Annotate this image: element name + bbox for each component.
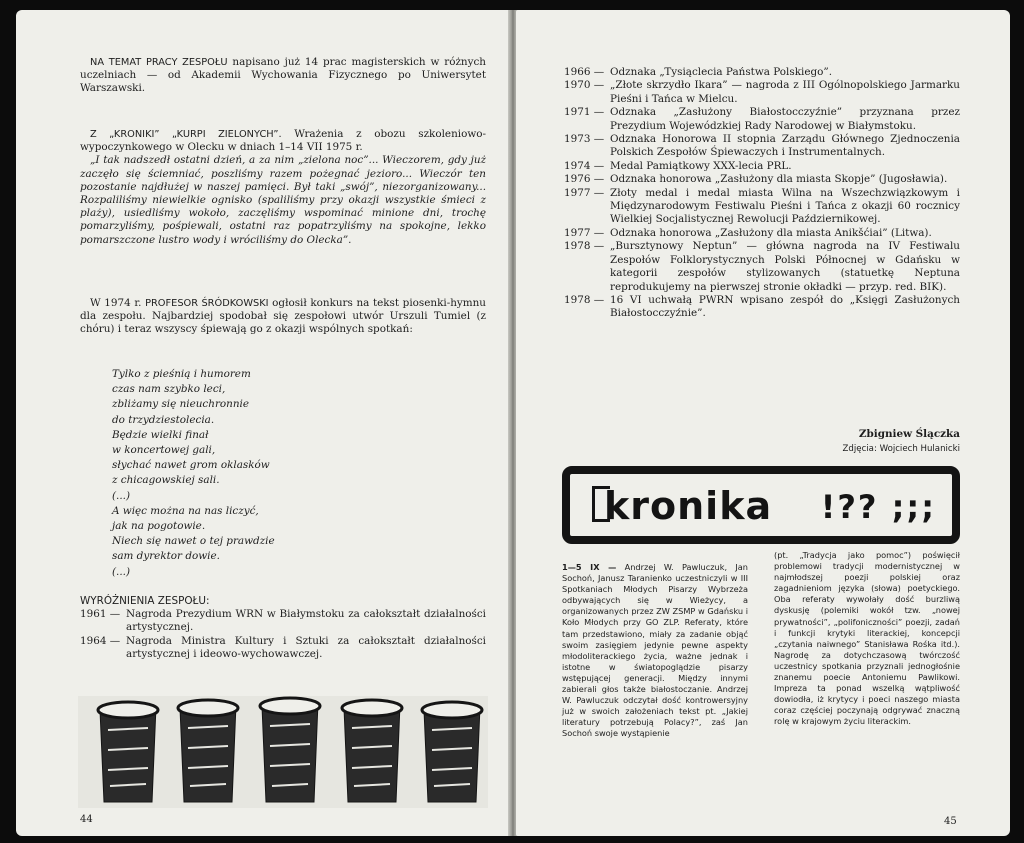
award-year: 1964 — (80, 634, 121, 647)
photo-credit: Zdjęcia: Wojciech Hulanicki (842, 444, 960, 454)
poem-line: sam dyrektor dowie. (112, 550, 220, 563)
kronika-logo (562, 466, 960, 544)
award-year: 1978 — (564, 240, 605, 253)
award-year: 1974 — (564, 159, 605, 172)
poem-line: (...) (112, 489, 131, 502)
page-number: 45 (944, 816, 957, 827)
poem-line: Będzie wielki finał (112, 428, 209, 441)
poem-line: w koncertowej gali, (112, 444, 216, 457)
award-row (80, 608, 486, 635)
award-year: 1973 — (564, 133, 605, 146)
award-year: 1978 — (564, 293, 605, 306)
award-year: 1976 — (564, 173, 605, 186)
poem-line: z chicagowskiej sali. (112, 474, 220, 487)
paragraph-text: napisano już 14 prac magisterskich w różnych uczelniach — od Akademii Wychowania Fizycznego po Uniwersytet Warszawski. (80, 56, 486, 95)
award-row (564, 173, 960, 186)
award-text: „Złote skrzydło Ikara” — nagroda z III Ogólnopolskiego Jarmarku Pieśni i Tańca w Mielcu. (610, 79, 960, 105)
paragraph-thesis (80, 56, 486, 96)
award-row (564, 133, 960, 160)
award-text: „Bursztynowy Neptun” — główna nagroda na IV Festiwalu Zespołów Folklorystycznych Polski Północnej w Gdańsku w kategorii zespołów stylizowanych (statuetkę Neptuna reprodukujemy na pierwszej stronie okładki — przyp. red. BIK). (610, 240, 960, 293)
poem-line: do trzydziestolecia. (112, 413, 215, 426)
award-text: Nagroda Ministra Kultury i Sztuki za całokształt działalności artystycznej i ideowo-wychowawczej. (126, 634, 486, 661)
award-year: 1971 — (564, 106, 605, 119)
right-page (516, 10, 1010, 836)
kronika-column-2: (pt. „Tradycja jako pomoc”) poświęcił problemowi tradycji modernistycznej w najmłodszej poezji polskiej oraz zagadnieniom języka (słowa) poetyckiego. Oba referaty wywołały dość burzliwą dyskusję (polemiki wokół tzw. „nowej prywatności”, „polifoniczności” poezji, zadań i funkcji krytyki literackiej, koncepcji „czytania naiwnego” Stanisława Rośka itd.). Nagrodę za dotychczasową twórczość uczestnicy spotkania przyznali jednogłośnie znanemu poecie Antoniemu Pawlikowi. Impreza ta ponad wszelką wątpliwość dowiodła, iż krytycy i poeci naszego miasta coraz częściej poczynają odgrywać znaczną rolę w krajowym życiu literackim. (774, 550, 960, 727)
award-year: 1966 — (564, 66, 605, 78)
poem-line: słychać nawet grom oklasków (112, 459, 270, 472)
page-number: 44 (80, 814, 93, 825)
award-text: 16 VI uchwałą PWRN wpisano zespół do „Księgi Zasłużonych Białostocczyźnie”. (610, 293, 960, 320)
paragraph-prefix: W 1974 r. (90, 297, 142, 309)
hymn-poem (112, 367, 442, 580)
award-text: Odznaka „Zasłużony Białostocczyźnie” przyznana przez Prezydium Wojewódzkiej Rady Narodowej w Białymstoku. (610, 106, 960, 132)
award-year: 1977 — (564, 226, 605, 239)
paragraph-lead: NA TEMAT PRACY ZESPOŁU (90, 57, 228, 68)
poem-line: Tylko z pieśnią i humorem (112, 368, 251, 380)
author-signature: Zbigniew Ślączka (858, 428, 960, 440)
logo-punctuation: !?? ;;; (820, 488, 936, 526)
kronika-column-1 (562, 562, 748, 740)
paragraph-lead: Z „KRONIKI” „KURPI ZIELONYCH”. (90, 129, 282, 140)
award-text: Złoty medal i medal miasta Wilna na Wszechzwiązkowym i Międzynarodowym Festiwalu Pieśni i Tańca z okazji 60 rocznicy Wielkiej Socjalistycznej Rewolucji Październikowej. (610, 186, 960, 226)
poem-line: (...) (112, 565, 131, 578)
cups-illustration (78, 690, 488, 808)
kronika-text: Andrzej W. Pawluczuk, Jan Sochoń, Janusz Taranienko uczestniczyli w III Spotkaniach Młodych Pisarzy Wybrzeża odbywających się w Wieżycy, a organizowanych przez ZW ZSMP w Gdańsku i Koło Młodych przy GO ZLP. Referaty, które tam przedstawiono, miały za zadanie objąć swoim zasięgiem jedynie pewne aspekty młodoliterackiego życia, ważne jednak i istotne w światopoglądzie pisarzy wstępującej generacji. Między innymi zabierali głos także białostoczanie. Andrzej W. Pawluczuk odczytał dość kontrowersyjny już w swoich założeniach tekst pt. „Jakiej literatury potrzebują Polacy?”, zaś Jan Sochoń swoje wystąpienie (562, 562, 748, 739)
award-year: 1970 — (564, 79, 605, 92)
award-row (564, 294, 960, 321)
award-text: Odznaka Honorowa II stopnia Zarządu Głównego Zjednoczenia Polskich Zespołów Śpiewaczych i Instrumentalnych. (610, 133, 960, 159)
paragraph-text: Wrażenia z obozu szkoleniowo-wypoczynkowego w Olecku w dniach 1–14 VII 1975 r. (80, 128, 486, 154)
award-row (564, 66, 960, 79)
poem-line: jak na pogotowie. (112, 520, 206, 533)
award-row (80, 635, 486, 662)
poem-line: Niech się nawet o tej prawdzie (112, 535, 275, 548)
award-row (564, 187, 960, 227)
awards-list (80, 608, 486, 662)
award-year: 1977 — (564, 186, 605, 199)
poem-line: czas nam szybko leci, (112, 383, 226, 396)
awards-heading: WYRÓŻNIENIA ZESPOŁU: (80, 595, 210, 607)
award-row (564, 160, 960, 173)
poem-line: A więc można na nas liczyć, (112, 504, 259, 517)
awards-list-continued (564, 66, 960, 321)
award-text: Odznaka honorowa „Zasłużony dla miasta Anikšćiai” (Litwa). (610, 226, 932, 239)
award-year: 1961 — (80, 608, 121, 620)
award-row (564, 79, 960, 106)
award-row (564, 240, 960, 294)
award-text: Nagroda Prezydium WRN w Białymstoku za całokształt działalności artystycznej. (126, 608, 486, 634)
paragraph-lead: PROFESOR ŚRÓDKOWSKI (145, 298, 269, 309)
logo-word: kronika (604, 484, 773, 528)
awards-section (80, 594, 486, 662)
left-page (16, 10, 510, 836)
paragraph-chronicle (80, 128, 486, 247)
chronicle-quote: „I tak nadszedł ostatni dzień, a za nim „zielona noc”... Wieczorem, gdy już zaczęło się ściemniać, poszliśmy razem pożegnać jezioro... Wieczór ten pozostanie najdłużej w naszej pamięci. Był taki „swój”, niezorganizowany... Rozpaliliśmy niewielkie ognisko (spaliliśmy przy okazji wszystkie śmieci z plaży), usiedliśmy wokoło, zaczęliśmy wspominać minione dni, trochę pomarzyliśmy, pośpiewali, ostatni raz popatrzyliśmy na spokojne, lekko pomarszczone lustro wody i wróciliśmy do Olecka”. (80, 154, 486, 246)
paragraph-text: ogłosił konkurs na tekst piosenki-hymnu dla zespołu. Najbardziej spodobał się zespołowi utwór Urszuli Tumiel (z chóru) i teraz wszyscy śpiewają go z okazji wspólnych spotkań: (80, 297, 487, 336)
award-text: Odznaka „Tysiąclecia Państwa Polskiego”. (610, 66, 833, 78)
paragraph-hymn (80, 297, 486, 337)
poem-line: zbliżamy się nieuchronnie (112, 398, 250, 411)
kronika-date: 1—5 IX — (562, 562, 617, 572)
award-row (564, 227, 960, 240)
award-text: Medal Pamiątkowy XXX-lecia PRL. (610, 159, 792, 172)
award-text: Odznaka honorowa „Zasłużony dla miasta Skopje” (Jugosławia). (610, 173, 948, 186)
award-row (564, 106, 960, 133)
